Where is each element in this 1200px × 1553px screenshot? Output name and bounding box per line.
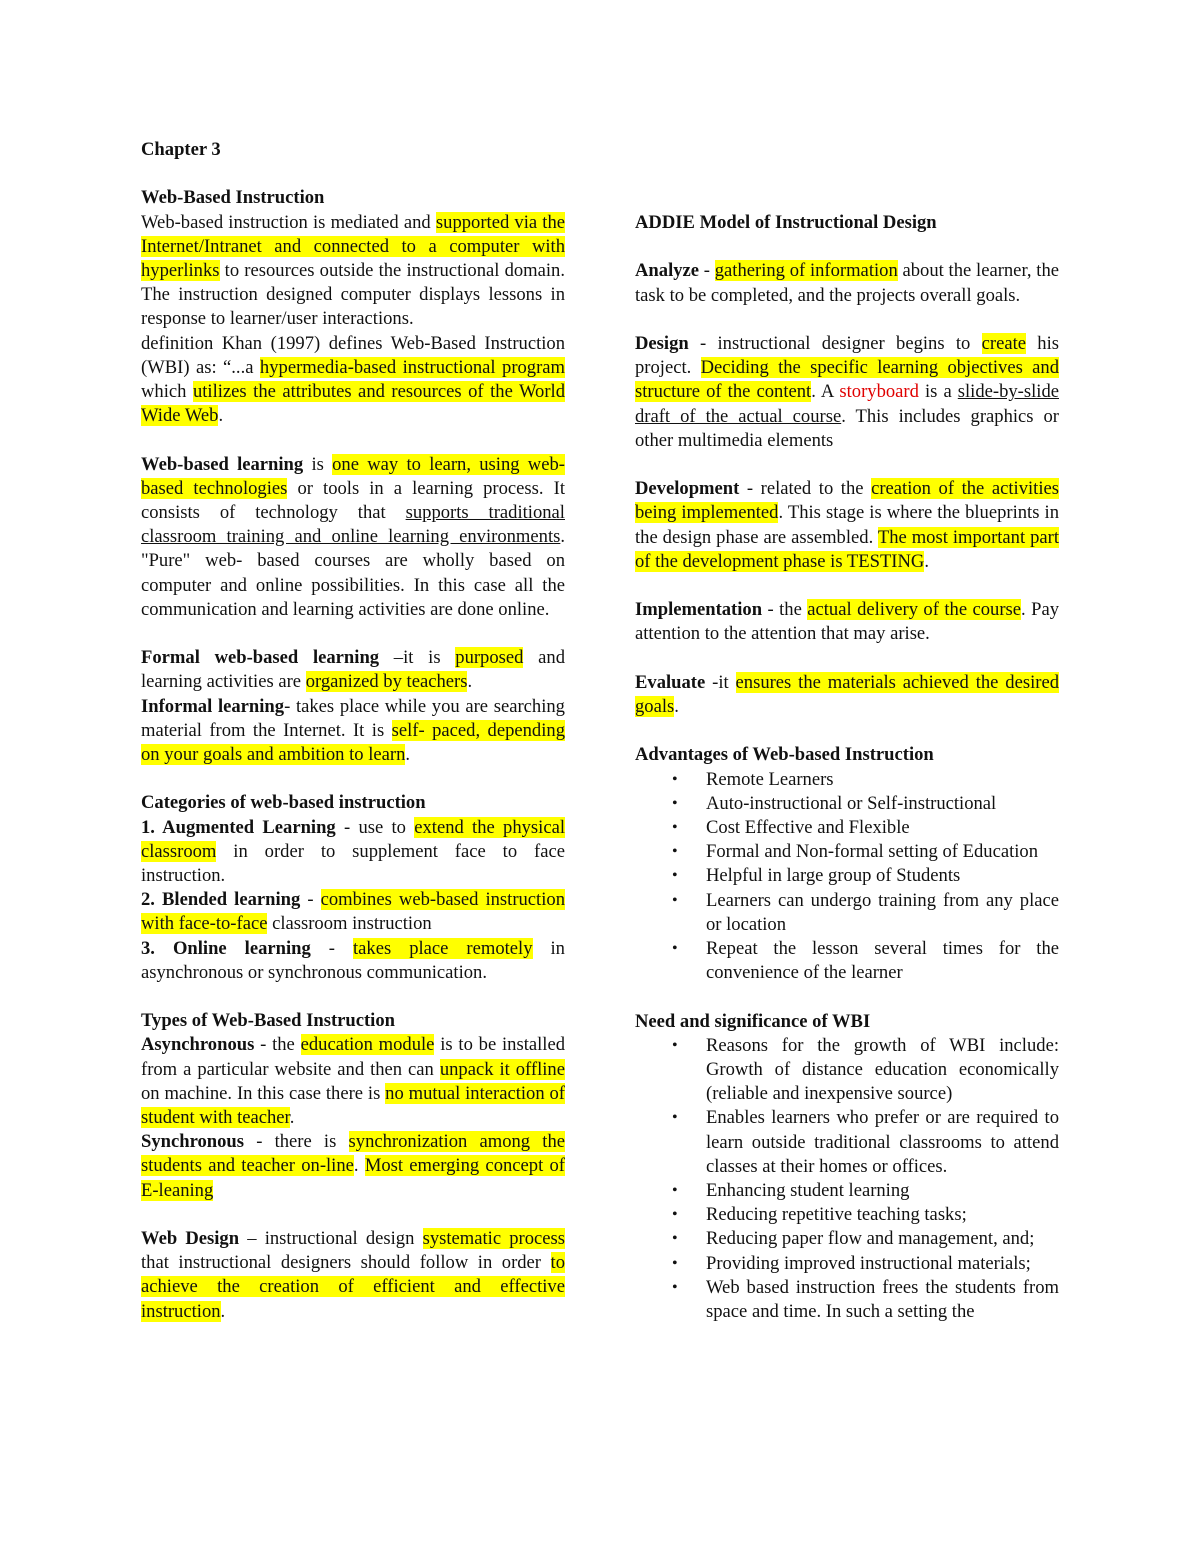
list-item xyxy=(635,937,1059,985)
text-run: in asynchronous or synchronous communication. xyxy=(141,937,565,983)
highlighted-text: gathering of information xyxy=(714,260,898,282)
bullet-icon: • xyxy=(672,1036,678,1054)
list-item-text: Providing improved instructional materials; xyxy=(706,1252,1031,1274)
paragraph-analyze xyxy=(635,259,1059,307)
text-run: is xyxy=(303,453,333,475)
bullet-list xyxy=(635,1034,1059,1324)
text-run: . A xyxy=(811,381,840,403)
text-run: . xyxy=(289,1107,295,1129)
list-item-text: Enhancing student learning xyxy=(706,1180,910,1202)
highlighted-text: synchronization among the students and teacher on-line xyxy=(141,1131,565,1177)
text-run: - xyxy=(310,937,353,959)
highlighted-text: unpack it offline xyxy=(439,1058,565,1080)
blank-line xyxy=(635,574,1059,598)
bold-term: 3. Online learning xyxy=(141,937,311,959)
text-run: . xyxy=(220,1300,226,1322)
highlighted-text: ensures the materials achieved the desired goals xyxy=(635,671,1059,717)
list-item-text: Learners can undergo training from any place or location xyxy=(706,889,1059,935)
bullet-icon: • xyxy=(672,770,678,788)
list-item-text: Helpful in large group of Students xyxy=(706,865,961,887)
bullet-icon: • xyxy=(672,940,678,957)
bullet-icon: • xyxy=(672,1230,678,1248)
paragraph-1-augmented-learning xyxy=(141,816,565,889)
text-run: that instructional designers should follow in order xyxy=(141,1252,551,1274)
right-column xyxy=(635,211,1059,1324)
bold-term: Design xyxy=(635,332,689,354)
text-run: –it is xyxy=(379,647,456,669)
paragraph-2-blended-learning xyxy=(141,888,565,936)
bold-term: Web-based learning xyxy=(141,453,304,475)
text-run: to resources outside the instructional domain. The instruction designed computer displays lessons in response to learner/user interactions. xyxy=(141,260,565,330)
highlighted-text: Deciding the specific learning objectives and structure of the content xyxy=(635,357,1060,403)
text-run: - takes place while you are searching material from the Internet. It is xyxy=(141,695,565,741)
text-run: - the xyxy=(762,599,808,621)
text-run: in order to supplement face to face instruction. xyxy=(141,840,565,887)
bullet-icon: • xyxy=(672,1182,678,1200)
list-item xyxy=(635,1203,1059,1227)
blank-line xyxy=(635,647,1059,671)
list-item xyxy=(635,889,1059,937)
text-run: Web-based instruction is mediated and xyxy=(141,211,436,233)
left-column xyxy=(141,138,565,1324)
list-item-text: Auto-instructional or Self-instructional xyxy=(706,792,997,814)
bold-term: Synchronous xyxy=(141,1131,245,1153)
paragraph-evaluate xyxy=(635,671,1059,719)
highlighted-text: organized by teachers xyxy=(305,671,468,693)
blank-line xyxy=(141,1203,565,1227)
highlighted-text: The most important part of the development phase is TESTING xyxy=(635,526,1060,572)
blank-line xyxy=(141,428,565,452)
paragraph-web-based-learning xyxy=(141,453,565,622)
bullet-icon: • xyxy=(672,867,678,885)
bullet-icon: • xyxy=(672,1109,678,1127)
text-run: - the xyxy=(254,1034,301,1056)
heading-advantages-of-web-based-instruction: Advantages of Web-based Instruction xyxy=(635,744,934,766)
paragraph-development xyxy=(635,477,1059,574)
highlighted-text: utilizes the attributes and resources of the World Wide Web xyxy=(141,381,565,427)
heading-need-and-significance-of-wbi: Need and significance of WBI xyxy=(635,1010,871,1032)
text-run: . This stage is where the blueprints in the design phase are assembled. xyxy=(635,502,1059,548)
list-item-text: Reducing paper flow and management, and; xyxy=(706,1228,1035,1250)
bold-term: 2. Blended learning xyxy=(141,889,301,911)
paragraph-3-online-learning xyxy=(141,937,565,985)
blank-line xyxy=(141,985,565,1009)
bold-term: Formal web-based learning xyxy=(141,647,380,669)
list-item xyxy=(635,816,1059,840)
bullet-icon: • xyxy=(672,1278,678,1296)
list-item xyxy=(635,1276,1059,1324)
list-item-text: Reasons for the growth of WBI include: Growth of distance education economically (reliable and inexpensive source) xyxy=(706,1034,1059,1105)
bullet-list xyxy=(635,768,1059,986)
text-run: . xyxy=(467,671,473,693)
heading-categories-of-web-based-instruction: Categories of web-based instruction xyxy=(141,792,426,814)
paragraph-informal-learning xyxy=(141,695,565,768)
text-run: . This includes graphics or other multimedia elements xyxy=(635,405,1059,451)
list-item xyxy=(635,840,1059,864)
highlighted-text: self- paced, depending on your goals and ambition to learn xyxy=(141,719,565,766)
text-run: . "Pure" web- based courses are wholly based on computer and online possibilities. In this case all the communication and learning activities are done online. xyxy=(141,526,565,620)
highlighted-text: systematic process xyxy=(422,1228,566,1250)
bold-term: Analyze xyxy=(635,260,700,282)
highlighted-text: actual delivery of the course xyxy=(807,599,1022,621)
text-run: his project. xyxy=(635,332,1059,379)
text-run: is a xyxy=(918,381,958,403)
list-item-text: Repeat the lesson several times for the convenience of the learner xyxy=(706,938,1059,984)
text-run: - xyxy=(300,889,321,911)
list-item xyxy=(635,864,1059,888)
list-item xyxy=(635,1179,1059,1203)
text-run: storyboard xyxy=(839,381,919,403)
list-item-text: Remote Learners xyxy=(706,768,834,790)
bold-term: Web Design xyxy=(141,1228,240,1250)
list-item xyxy=(635,1034,1059,1107)
text-run: . xyxy=(924,550,930,572)
highlighted-text: to achieve the creation of efficient and effective instruction xyxy=(141,1252,565,1322)
list-item xyxy=(635,1106,1059,1179)
list-item-text: Reducing repetitive teaching tasks; xyxy=(706,1204,967,1226)
highlighted-text: extend the physical classroom xyxy=(141,816,565,862)
heading-chapter-3: Chapter 3 xyxy=(141,139,221,160)
paragraph-implementation xyxy=(635,598,1059,646)
list-item-text: Enables learners who prefer or are required to learn outside traditional classrooms to attend classes at their homes or offices. xyxy=(706,1107,1059,1177)
bullet-icon: • xyxy=(672,1254,678,1272)
bullet-icon: • xyxy=(672,891,678,909)
bold-term: Asynchronous xyxy=(141,1034,255,1056)
text-run: is to be installed from a particular website and then can xyxy=(141,1034,565,1080)
paragraph-formal-web-based-learning xyxy=(141,646,565,694)
highlighted-text: takes place remotely xyxy=(353,937,533,959)
bold-term: Informal learning xyxy=(141,695,285,717)
list-item-text: Formal and Non-formal setting of Education xyxy=(706,841,1039,863)
blank-line xyxy=(635,453,1059,477)
text-run: . xyxy=(405,744,411,766)
text-run: - use to xyxy=(335,816,415,838)
blank-line xyxy=(635,985,1059,1009)
text-run: supports traditional classroom training and online learning environments xyxy=(141,502,565,548)
highlighted-text: creation of the activities being implemented xyxy=(635,478,1059,524)
highlighted-text: education module xyxy=(300,1034,435,1056)
bold-term: Implementation xyxy=(635,599,763,621)
paragraph-asynchronous xyxy=(141,1033,565,1130)
text-run: definition Khan (1997) defines Web-Based Instruction (WBI) as: “...a xyxy=(141,332,565,378)
bullet-icon: • xyxy=(672,794,678,812)
heading-addie-model-of-instructional-design: ADDIE Model of Instructional Design xyxy=(635,212,937,233)
bold-term: Evaluate xyxy=(635,671,706,693)
text-run: . xyxy=(353,1155,365,1177)
bullet-icon: • xyxy=(672,843,678,861)
list-item xyxy=(635,1227,1059,1251)
bullet-icon: • xyxy=(672,818,678,836)
highlighted-text: Most emerging concept of E-leaning xyxy=(141,1155,565,1201)
list-item xyxy=(635,792,1059,816)
blank-line xyxy=(141,767,565,791)
bold-term: Development xyxy=(635,478,740,500)
highlighted-text: purposed xyxy=(455,647,524,669)
list-item xyxy=(635,768,1059,792)
text-run: on machine. In this case there is xyxy=(141,1082,386,1104)
paragraph-web-based-instruction-is-mediated-and xyxy=(141,211,565,332)
text-run: . xyxy=(218,405,224,427)
blank-line xyxy=(635,719,1059,743)
paragraph-design xyxy=(635,332,1059,453)
heading-web-based-instruction: Web-Based Instruction xyxy=(141,187,325,209)
text-run: - related to the xyxy=(739,478,872,500)
text-run: . xyxy=(674,695,679,717)
paragraph-definition-khan-1997-defines-web-based-i xyxy=(141,332,565,429)
highlighted-text: one way to learn, using web-based technologies xyxy=(141,453,565,499)
blank-line xyxy=(141,162,565,186)
blank-line xyxy=(141,622,565,646)
blank-line xyxy=(635,235,1059,259)
text-run: which xyxy=(141,381,193,403)
text-run: and learning activities are xyxy=(141,647,565,693)
highlighted-text: hypermedia-based instructional program xyxy=(259,356,566,378)
text-run: – instructional design xyxy=(239,1228,423,1250)
bold-term: 1. Augmented Learning xyxy=(141,816,336,838)
highlighted-text: no mutual interaction of student with teacher xyxy=(141,1082,565,1129)
highlighted-text: supported via the Internet/Intranet and connected to a computer with hyperlinks xyxy=(141,211,566,281)
paragraph-web-design xyxy=(141,1227,565,1324)
highlighted-text: create xyxy=(981,332,1026,354)
text-run: classroom instruction xyxy=(267,913,432,935)
highlighted-text: combines web-based instruction with face-to-face xyxy=(141,889,565,935)
blank-line xyxy=(635,308,1059,332)
list-item xyxy=(635,1252,1059,1276)
text-run: -it xyxy=(705,671,736,693)
text-run: or tools in a learning process. It consists of technology that xyxy=(141,477,565,524)
text-run: - instructional designer begins to xyxy=(688,332,982,354)
text-run: - xyxy=(699,260,715,282)
paragraph-synchronous xyxy=(141,1130,565,1203)
text-run: - there is xyxy=(244,1131,349,1153)
bullet-icon: • xyxy=(672,1206,678,1224)
text-run: slide-by-slide draft of the actual course xyxy=(635,381,1059,427)
list-item-text: Web based instruction frees the students from space and time. In such a setting the xyxy=(706,1276,1059,1323)
heading-types-of-web-based-instruction: Types of Web-Based Instruction xyxy=(141,1010,395,1032)
text-run: . Pay attention to the attention that may arise. xyxy=(635,599,1059,645)
list-item-text: Cost Effective and Flexible xyxy=(706,816,910,838)
text-run: about the learner, the task to be completed, and the projects overall goals. xyxy=(635,260,1059,306)
